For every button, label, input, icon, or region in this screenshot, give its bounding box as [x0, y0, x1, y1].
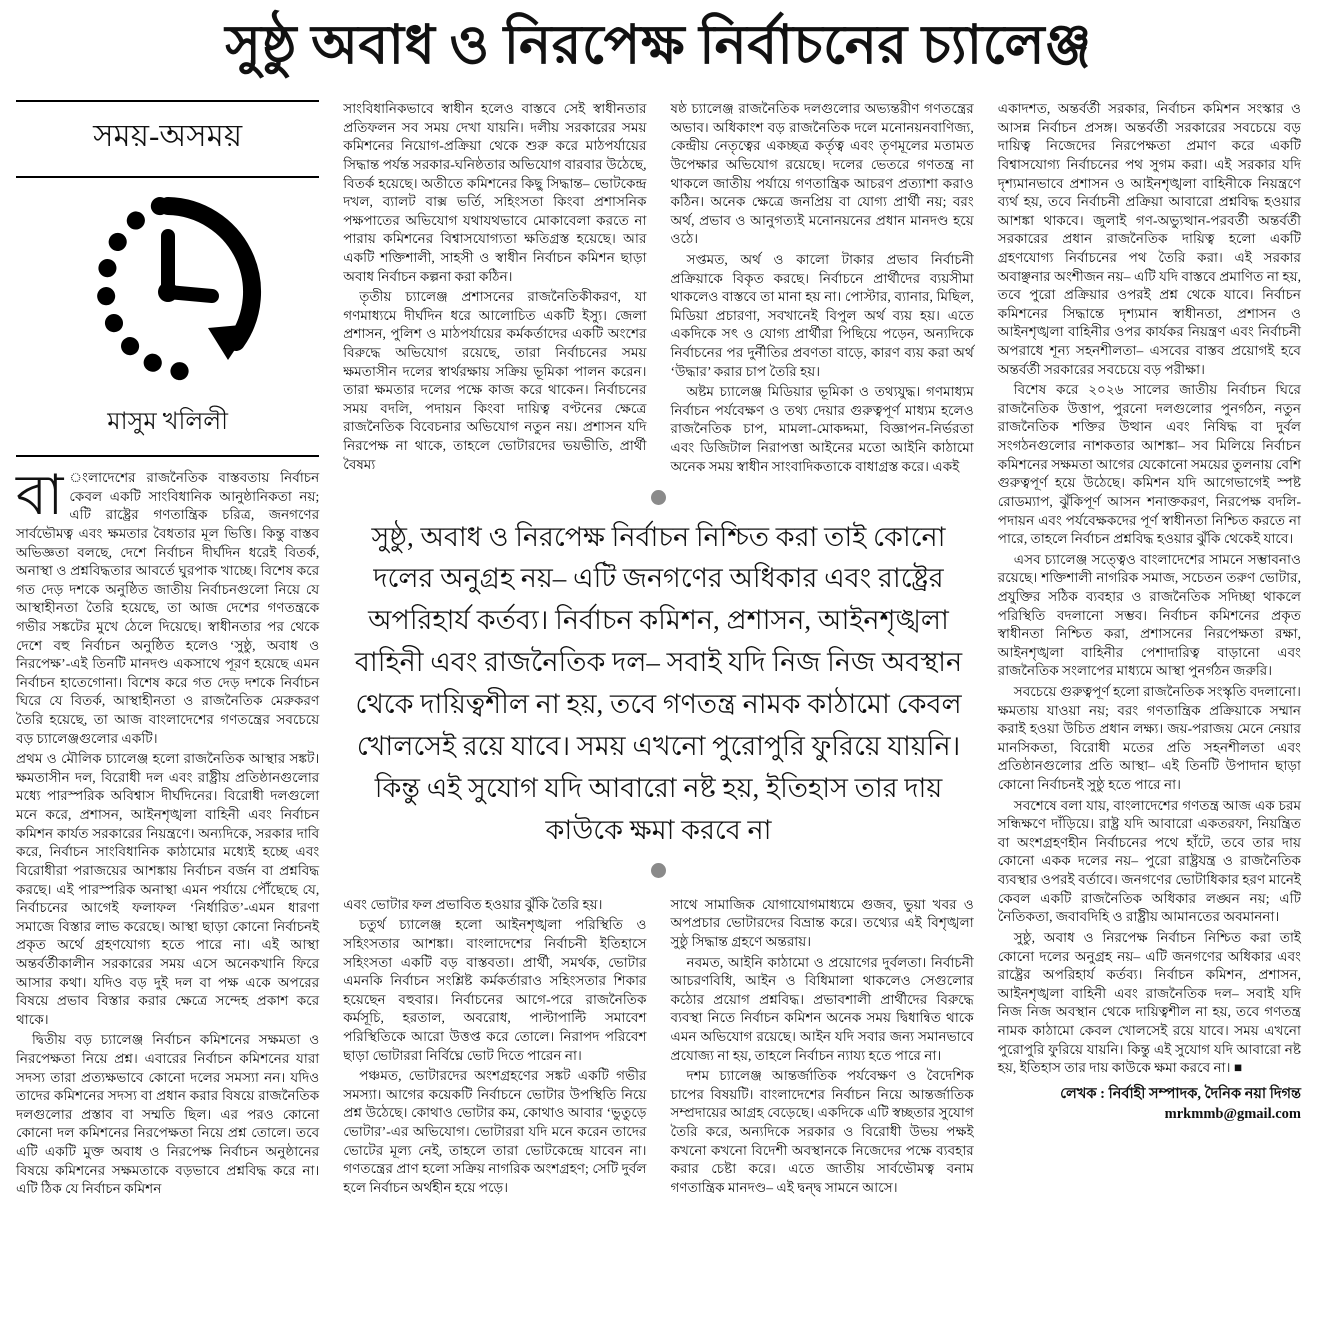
- column-3-top-text: [671, 100, 974, 478]
- section-title: সময়-অসময়: [93, 118, 243, 154]
- quote-top-dot-icon: [651, 490, 666, 505]
- lead-paragraph-text: ংলাদেশের রাজনৈতিক বাস্তবতায় নির্বাচন কেবল একটি সাংবিধানিক আনুষ্ঠানিকতা নয়; এটি রাষ্ট্রের গণতান্ত্রিক চরিত্র, জনগণের সার্বভৌমত্ব এবং ক্ষমতার বৈধতার মূল ভিত্তি। কিন্তু বাস্তব অভিজ্ঞতা বলছে, দেশে নির্বাচন দীর্ঘদিন ধরেই বিতর্ক, অনাস্থা ও প্রশ্নবিদ্ধতার আবর্তে ঘুরপাক খাচ্ছে। বিশেষ করে গত দেড় দশকে অনুষ্ঠিত জাতীয় নির্বাচনগুলো নিয়ে যে আস্থাহীনতা তৈরি হয়েছে, তা আজ দেশের গণতন্ত্রকে গভীর সঙ্কটের মুখে ঠেলে দিয়েছে। স্বাধীনতার পর থেকে দেশে বহু নির্বাচন অনুষ্ঠিত হলেও ‘সুষ্ঠু, অবাধ ও নিরপেক্ষ’-এই তিনটি মানদণ্ড একসাথে পূরণ হয়েছে এমন নির্বাচন হাতেগোনা। বিশেষ করে গত দেড় দশকে নির্বাচন ঘিরে যে বিতর্ক, আস্থাহীনতা ও রাজনৈতিক মেরুকরণ তৈরি হয়েছে, তা আজ বাংলাদেশের গণতন্ত্রের সবচেয়ে বড় চ্যালেঞ্জগুলোর একটি।: [16, 470, 320, 746]
- paragraph: তৃতীয় চ্যালেঞ্জ প্রশাসনের রাজনৈতিকীকরণ, যা গণমাধ্যমে দীর্ঘদিন ধরে আলোচিত একটি ইস্যু। জেলা প্রশাসন, পুলিশ ও মাঠপর্যায়ের কর্মকর্তাদের একটি অংশের বিরুদ্ধে অভিযোগ রয়েছে, তারা নির্বাচনের সময় ক্ষমতাসীন দলের স্বার্থরক্ষায় সক্রিয় ভূমিকা পালন করেন। তারা ক্ষমতার দলের পক্ষে কাজ করে থাকেন। নির্বাচনের সময় বদলি, পদায়ন কিংবা দায়িত্ব বণ্টনের ক্ষেত্রে রাজনৈতিক বিবেচনার অভিযোগ নতুন নয়। প্রশাসন যদি নিরপেক্ষ না থাকে, তাহলে ভোটারদের ভয়ভীতি, প্রার্থী বৈষম্য: [343, 289, 647, 472]
- paragraph: পঞ্চমত, ভোটারদের অংশগ্রহণের সঙ্কট একটি গভীর সমস্যা। আগের কয়েকটি নির্বাচনে ভোটার উপস্থিতি নিয়ে প্রশ্ন উঠেছে। কোথাও ভোটার কম, কোথাও আবার ‘ভুতুড়ে ভোটার’-এর অভিযোগ। ভোটাররা যদি মনে করেন তাদের ভোটের মূল্য নেই, তাহলে তারা ভোটকেন্দ্রে যাবেন না। গণতন্ত্রের প্রাণ হলো সক্রিয় নাগরিক অংশগ্রহণ; সেটি দুর্বল হলে নির্বাচন অর্থহীন হয়ে পড়ে।: [343, 1068, 647, 1195]
- paragraph: সবশেষে বলা যায়, বাংলাদেশের গণতন্ত্র আজ এক চরম সন্ধিক্ষণে দাঁড়িয়ে। রাষ্ট্র যদি আবারো একতরফা, নিয়ন্ত্রিত বা অংশগ্রহণহীন নির্বাচনের পথে হাঁটে, তবে তার দায় কোনো একক দলের নয়– পুরো রাষ্ট্রযন্ত্র ও রাজনৈতিক ব্যবস্থার ওপরই বর্তাবে। জনগণের ভোটাধিকার হরণ মানেই কেবল একটি রাজনৈতিক অধিকার লঙ্ঘন নয়; এটি নৈতিকতা, জবাবদিহি ও রাষ্ট্রীয় আমানতের অবমাননা।: [997, 797, 1301, 925]
- paragraph: এসব চ্যালেঞ্জ সত্ত্বেও বাংলাদেশের সামনে সম্ভাবনাও রয়েছে। শক্তিশালী নাগরিক সমাজ, সচেতন তরুণ ভোটার, প্রযুক্তির সঠিক ব্যবহার ও রাজনৈতিক সদিচ্ছা থাকলে পরিস্থিতি বদলানো সম্ভব। নির্বাচন কমিশনের প্রকৃত স্বাধীনতা নিশ্চিত করা, প্রশাসনের নিরপেক্ষতা রক্ষা, আইনশৃঙ্খলা বাহিনীর পেশাদারিত্ব বাড়ানো এবং রাজনৈতিক সংলাপের মাধ্যমে আস্থা পুনর্গঠন জরুরি।: [997, 551, 1301, 679]
- lead-paragraph: [16, 465, 320, 748]
- paragraph: দশম চ্যালেঞ্জ আন্তর্জাতিক পর্যবেক্ষণ ও বৈদেশিক চাপের বিষয়টি। বাংলাদেশের নির্বাচন নিয়ে আন্তর্জাতিক সম্প্রদায়ের আগ্রহ বেড়েছে। একদিকে এটি স্বচ্ছতার সুযোগ তৈরি করে, অন্যদিকে সরকার ও বিরোধী উভয় পক্ষই কখনো কখনো বিদেশী অবস্থানকে নিজেদের পক্ষে ব্যবহার করার চেষ্টা করে। এতে জাতীয় সার্বভৌমত্ব বনাম গণতান্ত্রিক মানদণ্ড– এই দ্বন্দ্ব সামনে আসে।: [670, 1068, 974, 1195]
- paragraph: অষ্টম চ্যালেঞ্জ মিডিয়ার ভূমিকা ও তথ্যযুদ্ধ। গণমাধ্যম নির্বাচন পর্যবেক্ষণ ও তথ্য দেয়ার গুরুত্বপূর্ণ মাধ্যম হলেও রাজনৈতিক চাপ, মামলা-মোকদ্দমা, বিজ্ঞাপন-নির্ভরতা এবং ডিজিটাল নিরাপত্তা আইনের মতো আইনি কাঠামো অনেক সময় স্বাধীন সাংবাদিকতাকে বাধাগ্রস্ত করে। একই: [670, 384, 974, 474]
- quote-bottom-dot-icon: [651, 863, 666, 878]
- paragraph: সপ্তমত, অর্থ ও কালো টাকার প্রভাব নির্বাচনী প্রক্রিয়াকে বিকৃত করছে। নির্বাচনে প্রার্থীদের ব্যয়সীমা থাকলেও বাস্তবে তা মানা হয় না। পোস্টার, ব্যানার, মিছিল, মিডিয়া প্রচারণা, সবখানেই বিপুল অর্থ ব্যয় হয়। এতে একদিকে সৎ ও যোগ্য প্রার্থীরা পিছিয়ে পড়েন, অন্যদিকে নির্বাচনের পর দুর্নীতির প্রবণতা বাড়ে, কারণ ব্যয় করা অর্থ ‘উদ্ধার’ করার চাপ তৈরি হয়।: [670, 251, 974, 379]
- author-credit: [998, 1084, 1301, 1125]
- paragraph: সাথে সামাজিক যোগাযোগমাধ্যমে গুজব, ভুয়া খবর ও অপপ্রচার ভোটারদের বিভ্রান্ত করে। তথ্যের এই বিশৃঙ্খলা সুষ্ঠু সিদ্ধান্ত গ্রহণে অন্তরায়।: [670, 896, 974, 949]
- paragraph: একাদশত, অন্তর্বর্তী সরকার, নির্বাচন কমিশন সংস্কার ও আসন্ন নির্বাচন প্রসঙ্গ। অন্তর্বর্তী সরকারের সবচেয়ে বড় দায়িত্ব নিজেদের নিরপেক্ষতা প্রমাণ করে একটি বিশ্বাসযোগ্য নির্বাচনের পথ সুগম করা। এই সরকার যদি দৃশ্যমানভাবে প্রশাসন ও আইনশৃঙ্খলা বাহিনীকে নিয়ন্ত্রণে ব্যর্থ হয়, তবে নির্বাচনী প্রক্রিয়া আবারো প্রশ্নবিদ্ধ হওয়ার আশঙ্কা থাকবে। জুলাই গণ-অভ্যুত্থান-পরবর্তী অন্তর্বর্তী সরকারের প্রধান রাজনৈতিক দায়িত্ব হলো একটি গ্রহণযোগ্য নির্বাচনের পথ তৈরি করা। এই সরকার অবাঞ্ছনার অংশীজন নয়– এটি যদি বাস্তবে প্রমাণিত না হয়, তবে পুরো প্রক্রিয়ার ওপরই প্রশ্ন থেকে যাবে। নির্বাচন কমিশনের সিদ্ধান্তে দৃশ্যমান স্বাধীনতা, প্রশাসন ও আইনশৃঙ্খলা বাহিনীর ওপর কার্যকর নিয়ন্ত্রণ এবং নির্বাচনী অপরাধে শূন্য সহনশীলতা– এসবের বাস্তব প্রয়োগই হবে অন্তর্বর্তী সরকারের সবচেয়ে বড় পরীক্ষা।: [997, 101, 1301, 377]
- drop-cap: বা: [16, 465, 64, 528]
- clock-icon: [16, 192, 319, 397]
- column-1-text: [16, 465, 320, 1199]
- column-3-bottom-text: [671, 896, 974, 1200]
- author-name: মাসুম খলিলী: [107, 409, 228, 436]
- pull-quote-block: [343, 480, 974, 895]
- article-headline: সুষ্ঠু অবাধ ও নিরপেক্ষ নির্বাচনের চ্যালেঞ্জ: [225, 15, 1092, 75]
- column-4-text: [998, 100, 1301, 1078]
- paragraph: প্রথম ও মৌলিক চ্যালেঞ্জ হলো রাজনৈতিক আস্থার সঙ্কট। ক্ষমতাসীন দল, বিরোধী দল এবং রাষ্ট্রীয় প্রতিষ্ঠানগুলোর মধ্যে পারস্পরিক অবিশ্বাস দীর্ঘদিনের। বিরোধী দলগুলো মনে করে, প্রশাসন, আইনশৃঙ্খলা বাহিনী এবং নির্বাচন কমিশন কার্যত সরকারের নিয়ন্ত্রণে। অন্যদিকে, সরকার দাবি করে, নির্বাচন সাংবিধানিক কাঠামোর মধ্যেই হচ্ছে এবং বিরোধীরা পরাজয়ের আশঙ্কায় নির্বাচন বর্জন বা প্রশ্নবিদ্ধ করছে। এই পারস্পরিক অনাস্থা এমন পর্যায়ে পৌঁছেছে যে, নির্বাচনের আগেই ফলাফল ‘নির্ধারিত’-এমন ধারণা সমাজে বিস্তার লাভ করেছে। আস্থা ছাড়া কোনো নির্বাচনই প্রকৃত অর্থে গ্রহণযোগ্য হতে পারে না। এই আস্থা অন্তর্বর্তীকালীন সরকারের সময় এসে অনেকখানি ফিরে আসার কথা। যদিও বড় দুই দল বা পক্ষ একে অপরের বিষয়ে প্রভাব বিস্তার করার ক্ষেত্রে সন্দেহ প্রকাশ করে থাকে।: [16, 751, 320, 1027]
- section-title-box: [16, 100, 319, 178]
- author-divider: [16, 455, 319, 457]
- paragraph: দ্বিতীয় বড় চ্যালেঞ্জ নির্বাচন কমিশনের সক্ষমতা ও নিরপেক্ষতা নিয়ে প্রশ্ন। এবারের নির্বাচন কমিশনের যারা সদস্য তারা প্রত্যক্ষভাবে কোনো দলের সমস্যা নন। যদিও তাদের কমিশনের সদস্য বা প্রধান করার বিষয়ে রাজনৈতিক দলগুলোর প্রস্তাব বা সম্মতি ছিল। এর পরও কোনো কোনো দল কমিশনের নিরপেক্ষতা নিয়ে প্রশ্ন তোলে। তবে এটি একটি মুক্ত অবাধ ও নিরপেক্ষ নির্বাচন অনুষ্ঠানের বিষয়ে কমিশনের সক্ষমতাকে বড়ভাবে প্রশ্নবিদ্ধ করে না। এটি ঠিক যে নির্বাচন কমিশন: [16, 1032, 320, 1197]
- paragraph: এবং ভোটার ফল প্রভাবিত হওয়ার ঝুঁকি তৈরি হয়।: [343, 896, 603, 912]
- pull-quote-text: সুষ্ঠু, অবাধ ও নিরপেক্ষ নির্বাচন নিশ্চিত করা তাই কোনো দলের অনুগ্রহ নয়– এটি জনগণের অধিকার এবং রাষ্ট্রের অপরিহার্য কর্তব্য। নির্বাচন কমিশন, প্রশাসন, আইনশৃঙ্খলা বাহিনী এবং রাজনৈতিক দল– সবাই যদি নিজ নিজ অবস্থান থেকে দায়িত্বশীল না হয়, তবে গণতন্ত্র নামক কাঠামো কেবল খোলসেই রয়ে যাবে। সময় এখনো পুরোপুরি ফুরিয়ে যায়নি। কিন্তু এই সুযোগ যদি আবারো নষ্ট হয়, ইতিহাস তার দায় কাউকে ক্ষমা করবে না: [354, 521, 963, 845]
- paragraph: ষষ্ঠ চ্যালেঞ্জ রাজনৈতিক দলগুলোর অভ্যন্তরীণ গণতন্ত্রের অভাব। অধিকাংশ বড় রাজনৈতিক দলে মনোনয়নবাণিজ্য, কেন্দ্রীয় নেতৃত্বের একচ্ছত্র কর্তৃত্ব এবং তৃণমূলের মতামত উপেক্ষার অভিযোগ রয়েছে। দলের ভেতরে গণতন্ত্র না থাকলে জাতীয় পর্যায়ে গণতান্ত্রিক আচরণ প্রত্যাশা করাও কঠিন। অনেক ক্ষেত্রে জনপ্রিয় বা যোগ্য প্রার্থী নয়; বরং অর্থ, প্রভাব ও আনুগত্যই মনোনয়নের প্রধান মানদণ্ড হয়ে ওঠে।: [670, 101, 974, 247]
- paragraph: সবচেয়ে গুরুত্বপূর্ণ হলো রাজনৈতিক সংস্কৃতি বদলানো। ক্ষমতায় যাওয়া নয়; বরং গণতান্ত্রিক প্রক্রিয়াকে সম্মান করাই হওয়া উচিত প্রধান লক্ষ্য। জয়-পরাজয় মেনে নেয়ার মানসিকতা, বিরোধী মতের প্রতি সহনশীলতা এবং প্রতিষ্ঠানগুলোর প্রতি আস্থা– এই তিনটি উপাদান ছাড়া কোনো নির্বাচনই সুষ্ঠু হতে পারে না।: [997, 683, 1301, 793]
- paragraph: বিশেষ করে ২০২৬ সালের জাতীয় নির্বাচন ঘিরে রাজনৈতিক উত্তাপ, পুরনো দলগুলোর পুনর্গঠন, নতুন রাজনৈতিক শক্তির উত্থান এবং নিষিদ্ধ বা দুর্বল সংগঠনগুলোর নাশকতার আশঙ্কা– সব মিলিয়ে নির্বাচন কমিশনের সক্ষমতা আগের যেকোনো সময়ের তুলনায় বেশি গুরুত্বপূর্ণ হয়ে উঠেছে। কমিশন যদি আগেভাগেই স্পষ্ট রোডম্যাপ, ঝুঁকিপূর্ণ আসন শনাক্তকরণ, নিরপেক্ষ বদলি-পদায়ন এবং পর্যবেক্ষকদের পূর্ণ স্বাধীনতা নিশ্চিত করতে না পারে, তাহলে নির্বাচন প্রশ্নবিদ্ধ হওয়ার ঝুঁকি থেকেই যাবে।: [997, 382, 1301, 547]
- paragraph: নবমত, আইনি কাঠামো ও প্রয়োগের দুর্বলতা। নির্বাচনী আচরণবিধি, আইন ও বিধিমালা থাকলেও সেগুলোর কঠোর প্রয়োগ প্রশ্নবিদ্ধ। প্রভাবশালী প্রার্থীদের বিরুদ্ধে ব্যবস্থা নিতে নির্বাচন কমিশন অনেক সময় দ্বিধান্বিত থাকে এমন অভিযোগ রয়েছে। আইন যদি সবার জন্য সমানভাবে প্রযোজ্য না হয়, তাহলে নির্বাচন ন্যায্য হতে পারে না।: [670, 954, 974, 1063]
- column-2-top-text: [343, 100, 646, 476]
- paragraph: চতুর্থ চ্যালেঞ্জ হলো আইনশৃঙ্খলা পরিস্থিতি ও সহিংসতার আশঙ্কা। বাংলাদেশের নির্বাচনী ইতিহাসে সহিংসতা একটি বড় বাস্তবতা। প্রার্থী, সমর্থক, ভোটার এমনকি নির্বাচন সংশ্লিষ্ট কর্মকর্তারাও সহিংসতার শিকার হয়েছেন বহুবার। নির্বাচনের আগে-পরে রাজনৈতিক কর্মসূচি, হরতাল, অবরোধ, পাল্টাপাল্টি সমাবেশ পরিস্থিতিকে আরো উত্তপ্ত করে তোলে। নিরাপদ পরিবেশ ছাড়া ভোটাররা নির্বিঘ্নে ভোট দিতে পারেন না।: [343, 917, 647, 1063]
- author-credit-text: লেখক : নির্বাহী সম্পাদক, দৈনিক নয়া দিগন্ত: [1060, 1085, 1301, 1102]
- paragraph: সুষ্ঠু, অবাধ ও নিরপেক্ষ নির্বাচন নিশ্চিত করা তাই কোনো দলের অনুগ্রহ নয়– এটি জনগণের অধিকার এবং রাষ্ট্রের অপরিহার্য কর্তব্য। নির্বাচন কমিশন, প্রশাসন, আইনশৃঙ্খলা বাহিনী এবং রাজনৈতিক দল– সবাই যদি নিজ নিজ অবস্থান থেকে দায়িত্বশীল না হয়, তবে গণতন্ত্র নামক কাঠামো কেবল খোলসেই রয়ে যাবে। সময় এখনো পুরোপুরি ফুরিয়ে যায়নি। কিন্তু এই সুযোগ যদি আবারো নষ্ট হয়, ইতিহাস তার দায় কাউকে ক্ষমা করবে না। ■: [997, 929, 1301, 1076]
- paragraph: সাংবিধানিকভাবে স্বাধীন হলেও বাস্তবে সেই স্বাধীনতার প্রতিফলন সব সময় দেখা যায়নি। দলীয় সরকারের সময় কমিশনের নিয়োগ-প্রক্রিয়া থেকে শুরু করে মাঠপর্যায়ের সিদ্ধান্ত পর্যন্ত সরকার-ঘনিষ্ঠতার অভিযোগ বারবার উঠেছে, বিতর্ক হয়েছে। অতীতে কমিশনের কিছু সিদ্ধান্ত– ভোটকেন্দ্র দখল, ব্যালট বাক্স ভর্তি, সহিংসতা কিংবা প্রশাসনিক পক্ষপাতের অভিযোগ যথাযথভাবে মোকাবেলা করতে না পারায় কমিশনের বিশ্বাসযোগ্যতা ক্ষতিগ্রস্ত হয়েছে। আর একটি শক্তিশালী, সাহসী ও স্বাধীন নির্বাচন কমিশন ছাড়া অবাধ নির্বাচন কল্পনা করা কঠিন।: [343, 101, 647, 284]
- column-4: [998, 100, 1301, 1124]
- column-1: [16, 100, 319, 1201]
- author-email: mrkmmb@gmail.com: [1164, 1106, 1301, 1123]
- column-2-bottom-text: [343, 896, 646, 1200]
- column-1-paragraphs: [16, 750, 319, 1199]
- article-columns: [16, 100, 1301, 1201]
